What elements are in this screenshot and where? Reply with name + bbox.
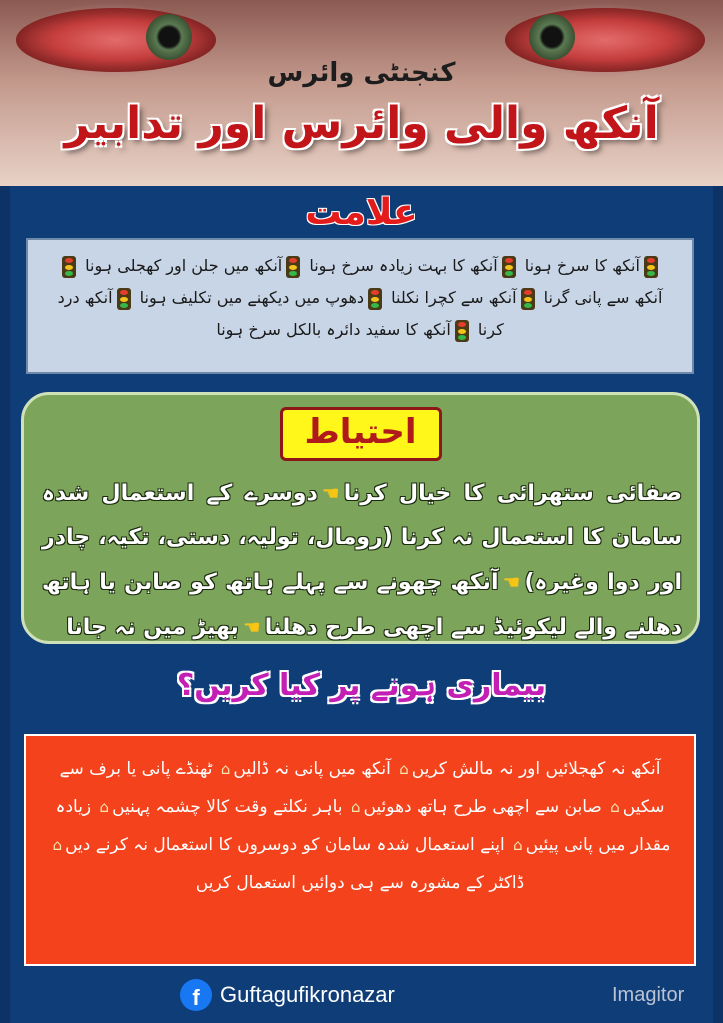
facebook-icon[interactable]: f (180, 979, 212, 1011)
symptom-item: آنکھ میں جلن اور کھجلی ہونا (85, 256, 283, 275)
advice-item: زیادہ مقدار میں پانی پیئیں (55, 797, 671, 855)
house-icon: ⌂ (350, 798, 361, 816)
header-title: آنکھ والی وائرس اور تدابیر (64, 98, 659, 149)
symptom-item: دھوپ میں دیکھنے میں تکلیف ہونا (139, 288, 365, 307)
symptom-item: آنکھ کا سرخ ہونا (524, 256, 640, 275)
symptoms-box (26, 238, 694, 374)
house-icon: ⌂ (52, 836, 63, 854)
traffic-light-icon (368, 288, 382, 310)
symptom-item: آنکھ درد کرنا (57, 288, 504, 339)
advice-box (24, 734, 696, 966)
precaution-item: دوسرے کے استعمال شدہ سامان کا استعمال نہ کرنا (رومال، تولیہ، دستی، تکیہ، چادر اور دوا وغیرہ) (42, 481, 682, 595)
advice-item: صابن سے اچھی طرح ہاتھ دھوئیں (363, 797, 602, 817)
pointing-hand-icon: ☚ (502, 570, 521, 594)
advice-item: باہر نکلتے وقت کالا چشمہ پہنیں (112, 797, 343, 817)
advice-item: آنکھ میں پانی نہ ڈالیں (233, 759, 391, 779)
traffic-light-icon (644, 256, 658, 278)
traffic-light-icon (62, 256, 76, 278)
traffic-light-icon (502, 256, 516, 278)
traffic-light-icon (455, 320, 469, 342)
right-border (713, 186, 723, 1023)
house-icon: ⌂ (399, 760, 409, 778)
what-to-do-heading: بیماری ہونے پر کیا کریں؟ (176, 668, 547, 703)
precautions-heading: احتیاط (280, 407, 442, 461)
precaution-item: صفائی ستھرائی کا خیال کرنا (343, 481, 682, 506)
symptom-item: آنکھ کا سفید دائرہ بالکل سرخ ہونا (216, 320, 451, 339)
house-icon: ⌂ (220, 760, 231, 778)
pointing-hand-icon: ☚ (321, 481, 340, 505)
traffic-light-icon (117, 288, 131, 310)
advice-item: آنکھ نہ کھجلائیں اور نہ مالش کریں (411, 759, 661, 779)
left-border (0, 186, 10, 1023)
traffic-light-icon (521, 288, 535, 310)
app-watermark: Imagitor (612, 984, 685, 1006)
symptom-item: آنکھ سے پانی گرنا (543, 288, 663, 307)
precaution-item: بھیڑ میں نہ جانا (66, 615, 239, 640)
symptom-item: آنکھ سے کچرا نکلنا (391, 288, 517, 307)
iris (146, 14, 192, 60)
traffic-light-icon (286, 256, 300, 278)
precautions-panel (21, 392, 700, 644)
precaution-item: آنکھ چھونے سے پہلے ہاتھ کو صابن یا ہاتھ دھلنے والے لیکوئیڈ سے اچھی طرح دھلنا (42, 570, 682, 640)
advice-item: اپنے استعمال شدہ سامان کو دوسروں کا استعمال نہ کرنے دیں (65, 835, 505, 855)
header-subtitle: کنجنٹی وائرس (267, 58, 456, 88)
facebook-credit[interactable] (180, 978, 395, 1012)
precautions-text (42, 471, 682, 650)
house-icon: ⌂ (99, 798, 110, 816)
advice-item: ٹھنڈے پانی یا برف سے سکیں (59, 759, 665, 817)
precautions-heading-wrap (24, 407, 697, 461)
house-icon: ⌂ (513, 836, 523, 854)
symptom-item: آنکھ کا بہت زیادہ سرخ ہونا (309, 256, 498, 275)
iris (529, 14, 575, 60)
facebook-handle[interactable]: Guftagufikronazar (220, 982, 395, 1007)
house-icon: ⌂ (610, 798, 620, 816)
symptoms-heading: علامت (305, 192, 418, 233)
advice-item: ڈاکٹر کے مشورہ سے ہی دوائیں استعمال کریں (195, 873, 525, 893)
header-banner (0, 0, 723, 186)
pointing-hand-icon: ☚ (242, 615, 261, 639)
